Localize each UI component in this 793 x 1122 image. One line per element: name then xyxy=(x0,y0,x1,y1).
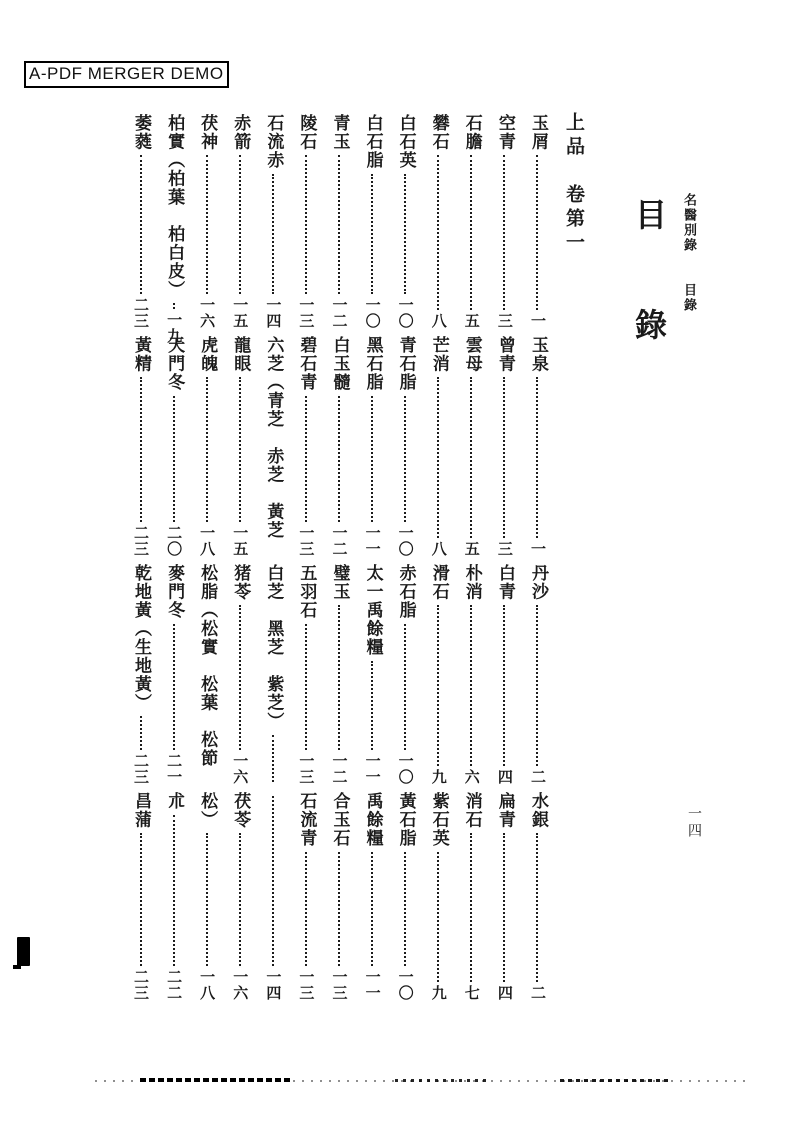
toc-entry-name: 青玉 xyxy=(329,114,350,151)
toc-entry xyxy=(256,112,289,334)
dotted-leader xyxy=(140,155,142,294)
toc-entry-page: 一二 xyxy=(330,525,349,557)
toc-entry-name: 玉泉 xyxy=(527,336,548,373)
toc-entry xyxy=(289,562,322,790)
toc-entry-page: 四 xyxy=(495,985,514,1001)
toc-entry-name: 碧石青 xyxy=(296,336,317,392)
toc-entry-name: 空青 xyxy=(494,114,515,151)
toc-entry-name: 乾地黃︵生地黃︶ xyxy=(131,564,152,712)
toc-entry-name: 虎魄 xyxy=(197,336,218,373)
toc-entry-page: 二二 xyxy=(165,969,184,1001)
toc-entry xyxy=(521,562,554,790)
toc-entry-name: 六芝︵青芝 赤芝 黃芝 xyxy=(263,336,284,540)
scan-artifact-line-segment xyxy=(560,1079,672,1082)
scan-artifact-line-segment xyxy=(140,1078,290,1082)
dotted-leader xyxy=(404,174,406,295)
dotted-leader xyxy=(173,815,175,967)
toc-entry-page: 八 xyxy=(429,313,448,329)
dotted-leader xyxy=(239,833,241,966)
toc-entry-page: 九 xyxy=(429,985,448,1001)
dotted-leader xyxy=(470,833,472,982)
toc-entry-page: 一八 xyxy=(198,525,217,557)
toc-entry-page: 六 xyxy=(462,769,481,785)
toc-entry-page: 三 xyxy=(495,541,514,557)
toc-entry xyxy=(223,562,256,790)
toc-entry xyxy=(124,334,157,562)
dotted-leader xyxy=(305,852,307,967)
toc-entry-page: 二三 xyxy=(132,525,151,557)
toc-entry-name: 五羽石 xyxy=(296,564,317,620)
toc-entry-name: 石流青 xyxy=(296,792,317,848)
toc-entry-name: 白芝 黑芝 紫芝︶ xyxy=(263,564,284,731)
toc-column xyxy=(289,112,322,1006)
dotted-leader xyxy=(503,155,505,310)
toc-entry xyxy=(422,334,455,562)
toc-entry xyxy=(190,562,223,790)
toc-entry-page: 一〇 xyxy=(396,297,415,329)
toc-entry-name: 白青 xyxy=(494,564,515,601)
toc-entry xyxy=(356,790,389,1006)
toc-entry xyxy=(389,334,422,562)
toc-entry-name: 麥門冬 xyxy=(164,564,185,620)
dotted-leader xyxy=(206,155,208,294)
toc-entry-name: 丹沙 xyxy=(527,564,548,601)
toc-entry-name: 青石脂 xyxy=(395,336,416,392)
toc-entry xyxy=(157,562,190,790)
toc-entry xyxy=(190,790,223,1006)
toc-entry-name: 太一禹餘糧 xyxy=(362,564,383,657)
toc-column xyxy=(256,112,289,1006)
dotted-leader xyxy=(173,303,175,309)
dotted-leader xyxy=(305,624,307,751)
toc-entry-page: 一一 xyxy=(363,969,382,1001)
dotted-leader xyxy=(338,605,340,750)
toc-entry-name: 黃精 xyxy=(131,336,152,373)
dotted-leader xyxy=(206,377,208,522)
dotted-leader xyxy=(437,852,439,983)
toc-entry xyxy=(488,112,521,334)
running-header: 名醫別錄 目錄 xyxy=(681,193,696,313)
toc-entry xyxy=(521,112,554,334)
toc-entry xyxy=(322,334,355,562)
toc-column xyxy=(322,112,355,1006)
toc-entry xyxy=(455,562,488,790)
toc-entry-page: 一五 xyxy=(231,297,250,329)
toc-entry xyxy=(455,790,488,1006)
toc-entry-page: 二三 xyxy=(132,969,151,1001)
toc-entry-name: 紫石英 xyxy=(428,792,449,848)
toc-entry-name: 扁青 xyxy=(494,792,515,829)
toc-entry xyxy=(256,790,289,1006)
toc-entry-page: 五 xyxy=(462,313,481,329)
toc-entry-page: 二 xyxy=(528,985,547,1001)
toc-entry-page: 七 xyxy=(462,985,481,1001)
toc-entry-page: 二 xyxy=(528,769,547,785)
toc-entry xyxy=(124,562,157,790)
dotted-leader xyxy=(404,852,406,967)
toc-entry-name: 茯苓 xyxy=(230,792,251,829)
dotted-leader xyxy=(536,605,538,766)
toc-entry xyxy=(289,112,322,334)
dotted-leader xyxy=(338,396,340,523)
toc-entry xyxy=(223,334,256,562)
toc-entry-page: 一〇 xyxy=(363,297,382,329)
toc-entry xyxy=(488,562,521,790)
toc-entry-name: 石流赤 xyxy=(263,114,284,170)
toc-entry xyxy=(223,790,256,1006)
toc-entry xyxy=(389,790,422,1006)
toc-entry-page: 二三 xyxy=(132,753,151,785)
toc-entry xyxy=(289,334,322,562)
dotted-leader xyxy=(272,796,274,966)
toc-entry xyxy=(190,334,223,562)
toc-entry xyxy=(389,112,422,334)
toc-entry xyxy=(422,562,455,790)
toc-entry-page: 一四 xyxy=(264,297,283,329)
scan-artifact-blob xyxy=(17,937,30,966)
toc-entry-page: 二〇 xyxy=(165,525,184,557)
dotted-leader xyxy=(305,155,307,294)
toc-entry xyxy=(322,790,355,1006)
toc-entry-name: 柏實︵柏葉 柏白皮︶ xyxy=(164,114,185,299)
toc-grid xyxy=(124,112,554,1006)
toc-entry xyxy=(223,112,256,334)
toc-entry-name: 猪苓 xyxy=(230,564,251,601)
dotted-leader xyxy=(404,624,406,751)
toc-entry-page: 一三 xyxy=(297,969,316,1001)
dotted-leader xyxy=(470,377,472,538)
dotted-leader xyxy=(503,377,505,538)
toc-entry-page: 三 xyxy=(495,313,514,329)
toc-entry xyxy=(322,562,355,790)
toc-entry-name: 璧玉 xyxy=(329,564,350,601)
dotted-leader xyxy=(503,833,505,982)
toc-entry xyxy=(356,562,389,790)
toc-entry-name: 白石英 xyxy=(395,114,416,170)
dotted-leader xyxy=(206,833,208,966)
toc-entry-name: 禹餘糧 xyxy=(362,792,383,848)
toc-entry xyxy=(289,790,322,1006)
dotted-leader xyxy=(437,377,439,538)
toc-entry-page: 一〇 xyxy=(396,969,415,1001)
toc-column xyxy=(157,112,190,1006)
dotted-leader xyxy=(239,155,241,294)
dotted-leader xyxy=(536,377,538,538)
toc-entry-name: 黑石脂 xyxy=(362,336,383,392)
toc-entry xyxy=(190,112,223,334)
toc-entry-name: 芒消 xyxy=(428,336,449,373)
toc-entry-name: 玉屑 xyxy=(527,114,548,151)
dotted-leader xyxy=(536,155,538,310)
toc-entry-page: 五 xyxy=(462,541,481,557)
toc-entry xyxy=(356,334,389,562)
toc-column xyxy=(190,112,223,1006)
toc-entry xyxy=(124,790,157,1006)
toc-entry xyxy=(455,334,488,562)
toc-entry-name: 消石 xyxy=(461,792,482,829)
dotted-leader xyxy=(470,155,472,310)
scan-artifact-line xyxy=(95,1078,745,1083)
dotted-leader xyxy=(371,396,373,523)
dotted-leader xyxy=(371,174,373,295)
toc-entry-name: 朴消 xyxy=(461,564,482,601)
toc-entry-name: 昌蒲 xyxy=(131,792,152,829)
toc-entry-page: 一〇 xyxy=(396,753,415,785)
toc-entry-name: 合玉石 xyxy=(329,792,350,848)
section-volume-title: 上品 卷第一 xyxy=(563,112,585,256)
toc-entry-page: 一六 xyxy=(231,969,250,1001)
dotted-leader xyxy=(140,377,142,522)
toc-entry-page: 一二 xyxy=(330,753,349,785)
dotted-leader xyxy=(272,174,274,295)
scan-artifact-line-segment xyxy=(395,1079,490,1082)
toc-entry xyxy=(488,790,521,1006)
toc-entry-page: 八 xyxy=(429,541,448,557)
dotted-leader xyxy=(437,605,439,766)
toc-entry-page: 一五 xyxy=(231,525,250,557)
toc-entry-name: 龍眼 xyxy=(230,336,251,373)
toc-entry-name: 茯神 xyxy=(197,114,218,151)
toc-entry xyxy=(455,112,488,334)
toc-entry xyxy=(422,112,455,334)
toc-entry-page: 一 xyxy=(528,313,547,329)
toc-entry-name: 赤石脂 xyxy=(395,564,416,620)
dotted-leader xyxy=(173,624,175,751)
toc-entry xyxy=(521,790,554,1006)
dotted-leader xyxy=(338,155,340,294)
toc-entry xyxy=(422,790,455,1006)
dotted-leader xyxy=(239,377,241,522)
toc-entry-page: 二三 xyxy=(132,297,151,329)
toc-column xyxy=(455,112,488,1006)
dotted-leader xyxy=(140,716,142,750)
toc-entry-page: 一三 xyxy=(297,297,316,329)
toc-entry-page: 一六 xyxy=(231,753,250,785)
toc-column xyxy=(389,112,422,1006)
toc-entry xyxy=(521,334,554,562)
toc-column xyxy=(356,112,389,1006)
dotted-leader xyxy=(338,852,340,967)
toc-entry-name: 松脂︵松實 松葉 松節 xyxy=(197,564,218,768)
dotted-leader xyxy=(371,852,373,967)
toc-entry-name: 石膽 xyxy=(461,114,482,151)
toc-entry-name: 天門冬 xyxy=(164,336,185,392)
toc-entry-name: 滑石 xyxy=(428,564,449,601)
toc-entry-name: 萎蕤 xyxy=(131,114,152,151)
folio-number: 一四 xyxy=(686,806,702,840)
dotted-leader xyxy=(371,661,373,751)
toc-column xyxy=(124,112,157,1006)
dotted-leader xyxy=(470,605,472,766)
toc-column xyxy=(521,112,554,1006)
toc-entry-page: 一一 xyxy=(363,525,382,557)
toc-entry-page: 一三 xyxy=(297,525,316,557)
toc-entry xyxy=(157,334,190,562)
toc-entry-name: 白石脂 xyxy=(362,114,383,170)
toc-column xyxy=(488,112,521,1006)
toc-entry-name: 白玉髓 xyxy=(329,336,350,392)
dotted-leader xyxy=(536,833,538,982)
toc-entry-name: 水銀 xyxy=(527,792,548,829)
dotted-leader xyxy=(503,605,505,766)
toc-entry xyxy=(322,112,355,334)
toc-entry-name: 陵石 xyxy=(296,114,317,151)
toc-entry xyxy=(256,334,289,562)
toc-entry xyxy=(256,562,289,790)
toc-entry-page: 一三 xyxy=(330,969,349,1001)
toc-entry xyxy=(124,112,157,334)
page-title: 目錄 xyxy=(630,198,668,418)
dotted-leader xyxy=(239,605,241,750)
toc-entry xyxy=(157,790,190,1006)
toc-entry-page: 一一 xyxy=(363,753,382,785)
toc-entry xyxy=(389,562,422,790)
watermark-badge: A-PDF MERGER DEMO xyxy=(24,61,229,88)
dotted-leader xyxy=(305,396,307,523)
toc-entry-page: 一四 xyxy=(264,969,283,1001)
toc-entry-page: 一三 xyxy=(297,753,316,785)
toc-entry-page: 一八 xyxy=(198,969,217,1001)
toc-entry-name: 松︶ xyxy=(197,792,218,829)
toc-entry-page: 九 xyxy=(429,769,448,785)
dotted-leader xyxy=(437,155,439,310)
toc-entry-name: 朮 xyxy=(164,792,185,811)
toc-entry-name: 赤箭 xyxy=(230,114,251,151)
dotted-leader xyxy=(140,833,142,966)
toc-entry xyxy=(356,112,389,334)
toc-entry-name: 雲母 xyxy=(461,336,482,373)
dotted-leader xyxy=(404,396,406,523)
toc-entry xyxy=(488,334,521,562)
toc-entry-name: 曾青 xyxy=(494,336,515,373)
toc-entry-name: 礬石 xyxy=(428,114,449,151)
toc-entry-page: 一 xyxy=(528,541,547,557)
toc-column xyxy=(223,112,256,1006)
toc-entry-page: 一六 xyxy=(198,297,217,329)
toc-entry-page: 一二 xyxy=(330,297,349,329)
toc-entry-page: 一〇 xyxy=(396,525,415,557)
toc-entry-page: 二一 xyxy=(165,753,184,785)
toc-entry-page: 四 xyxy=(495,769,514,785)
toc-column xyxy=(422,112,455,1006)
toc-entry-name: 黃石脂 xyxy=(395,792,416,848)
toc-entry-page: 一九 xyxy=(165,312,184,344)
dotted-leader xyxy=(272,735,274,783)
toc-entry xyxy=(157,112,190,344)
dotted-leader xyxy=(173,396,175,523)
